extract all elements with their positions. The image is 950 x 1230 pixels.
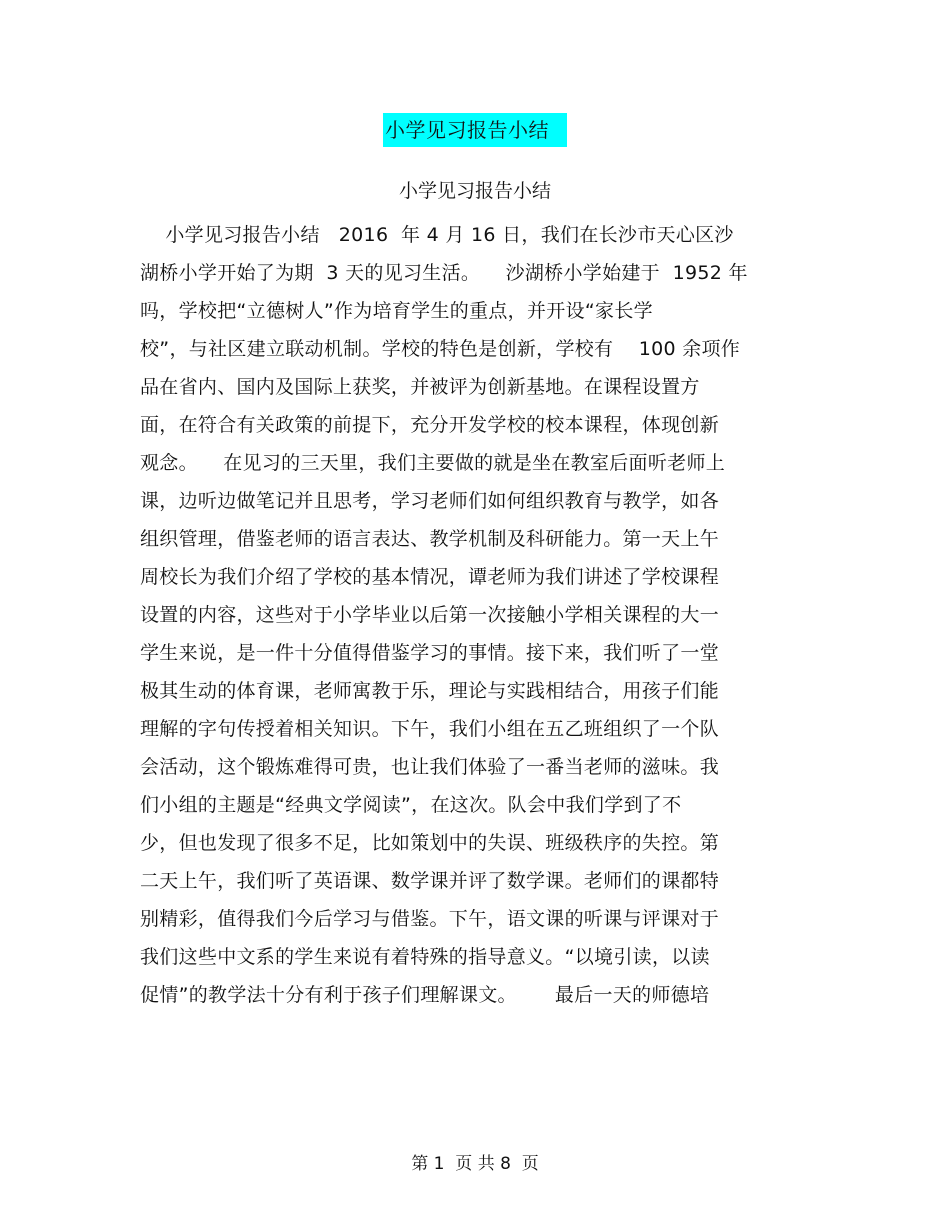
body-line: 吗，学校把“立德树人”作为培育学生的重点，并开设“家长学	[140, 300, 653, 322]
body-line: 品在省内、国内及国际上获奖，并被评为创新基地。在课程设置方	[140, 376, 700, 398]
body-line: 设置的内容，这些对于小学毕业以后第一次接触小学相关课程的大一	[140, 604, 720, 626]
body-line: 面，在符合有关政策的前提下，充分开发学校的校本课程，体现创新	[140, 414, 720, 436]
body-line: 观念。 在见习的三天里，我们主要做的就是坐在教室后面听老师上	[140, 452, 726, 474]
document-subtitle: 小学见习报告小结	[398, 180, 551, 202]
page-footer: 第 1 页 共 8 页	[411, 1154, 539, 1174]
body-line: 小学见习报告小结 2016 年 4 月 16 日，我们在长沙市天心区沙	[140, 224, 734, 246]
body-line: 极其生动的体育课，老师寓教于乐，理论与实践相结合，用孩子们能	[140, 680, 720, 702]
body-line: 课，边听边做笔记并且思考，学习老师们如何组织教育与教学，如各	[140, 490, 720, 512]
body-line: 湖桥小学开始了为期 3 天的见习生活。 沙湖桥小学始建于 1952 年	[140, 262, 748, 284]
body-line: 学生来说，是一件十分值得借鉴学习的事情。接下来，我们听了一堂	[140, 642, 720, 664]
body-line: 校”，与社区建立联动机制。学校的特色是创新，学校有 100 余项作	[140, 338, 741, 360]
body-line: 二天上午，我们听了英语课、数学课并评了数学课。老师们的课都特	[140, 870, 720, 892]
title-wrap	[0, 113, 950, 147]
body-line: 理解的字句传授着相关知识。下午，我们小组在五乙班组织了一个队	[140, 718, 720, 740]
body-line: 会活动，这个锻炼难得可贵，也让我们体验了一番当老师的滋味。我	[140, 756, 720, 778]
body-line: 周校长为我们介绍了学校的基本情况，谭老师为我们讲述了学校课程	[140, 566, 720, 588]
body-line: 我们这些中文系的学生来说有着特殊的指导意义。“以境引读，以读	[140, 946, 710, 968]
body-line: 别精彩，值得我们今后学习与借鉴。下午，语文课的听课与评课对于	[140, 908, 720, 930]
document-title: 小学见习报告小结	[383, 113, 567, 147]
body-line: 们小组的主题是“经典文学阅读”，在这次。队会中我们学到了不	[140, 794, 682, 816]
body-line: 促情”的教学法十分有利于孩子们理解课文。 最后一天的师德培	[140, 984, 710, 1006]
body-line: 组织管理，借鉴老师的语言表达、教学机制及科研能力。第一天上午	[140, 528, 720, 550]
document-body	[140, 220, 820, 1018]
body-line: 少，但也发现了很多不足，比如策划中的失误、班级秩序的失控。第	[140, 832, 720, 854]
